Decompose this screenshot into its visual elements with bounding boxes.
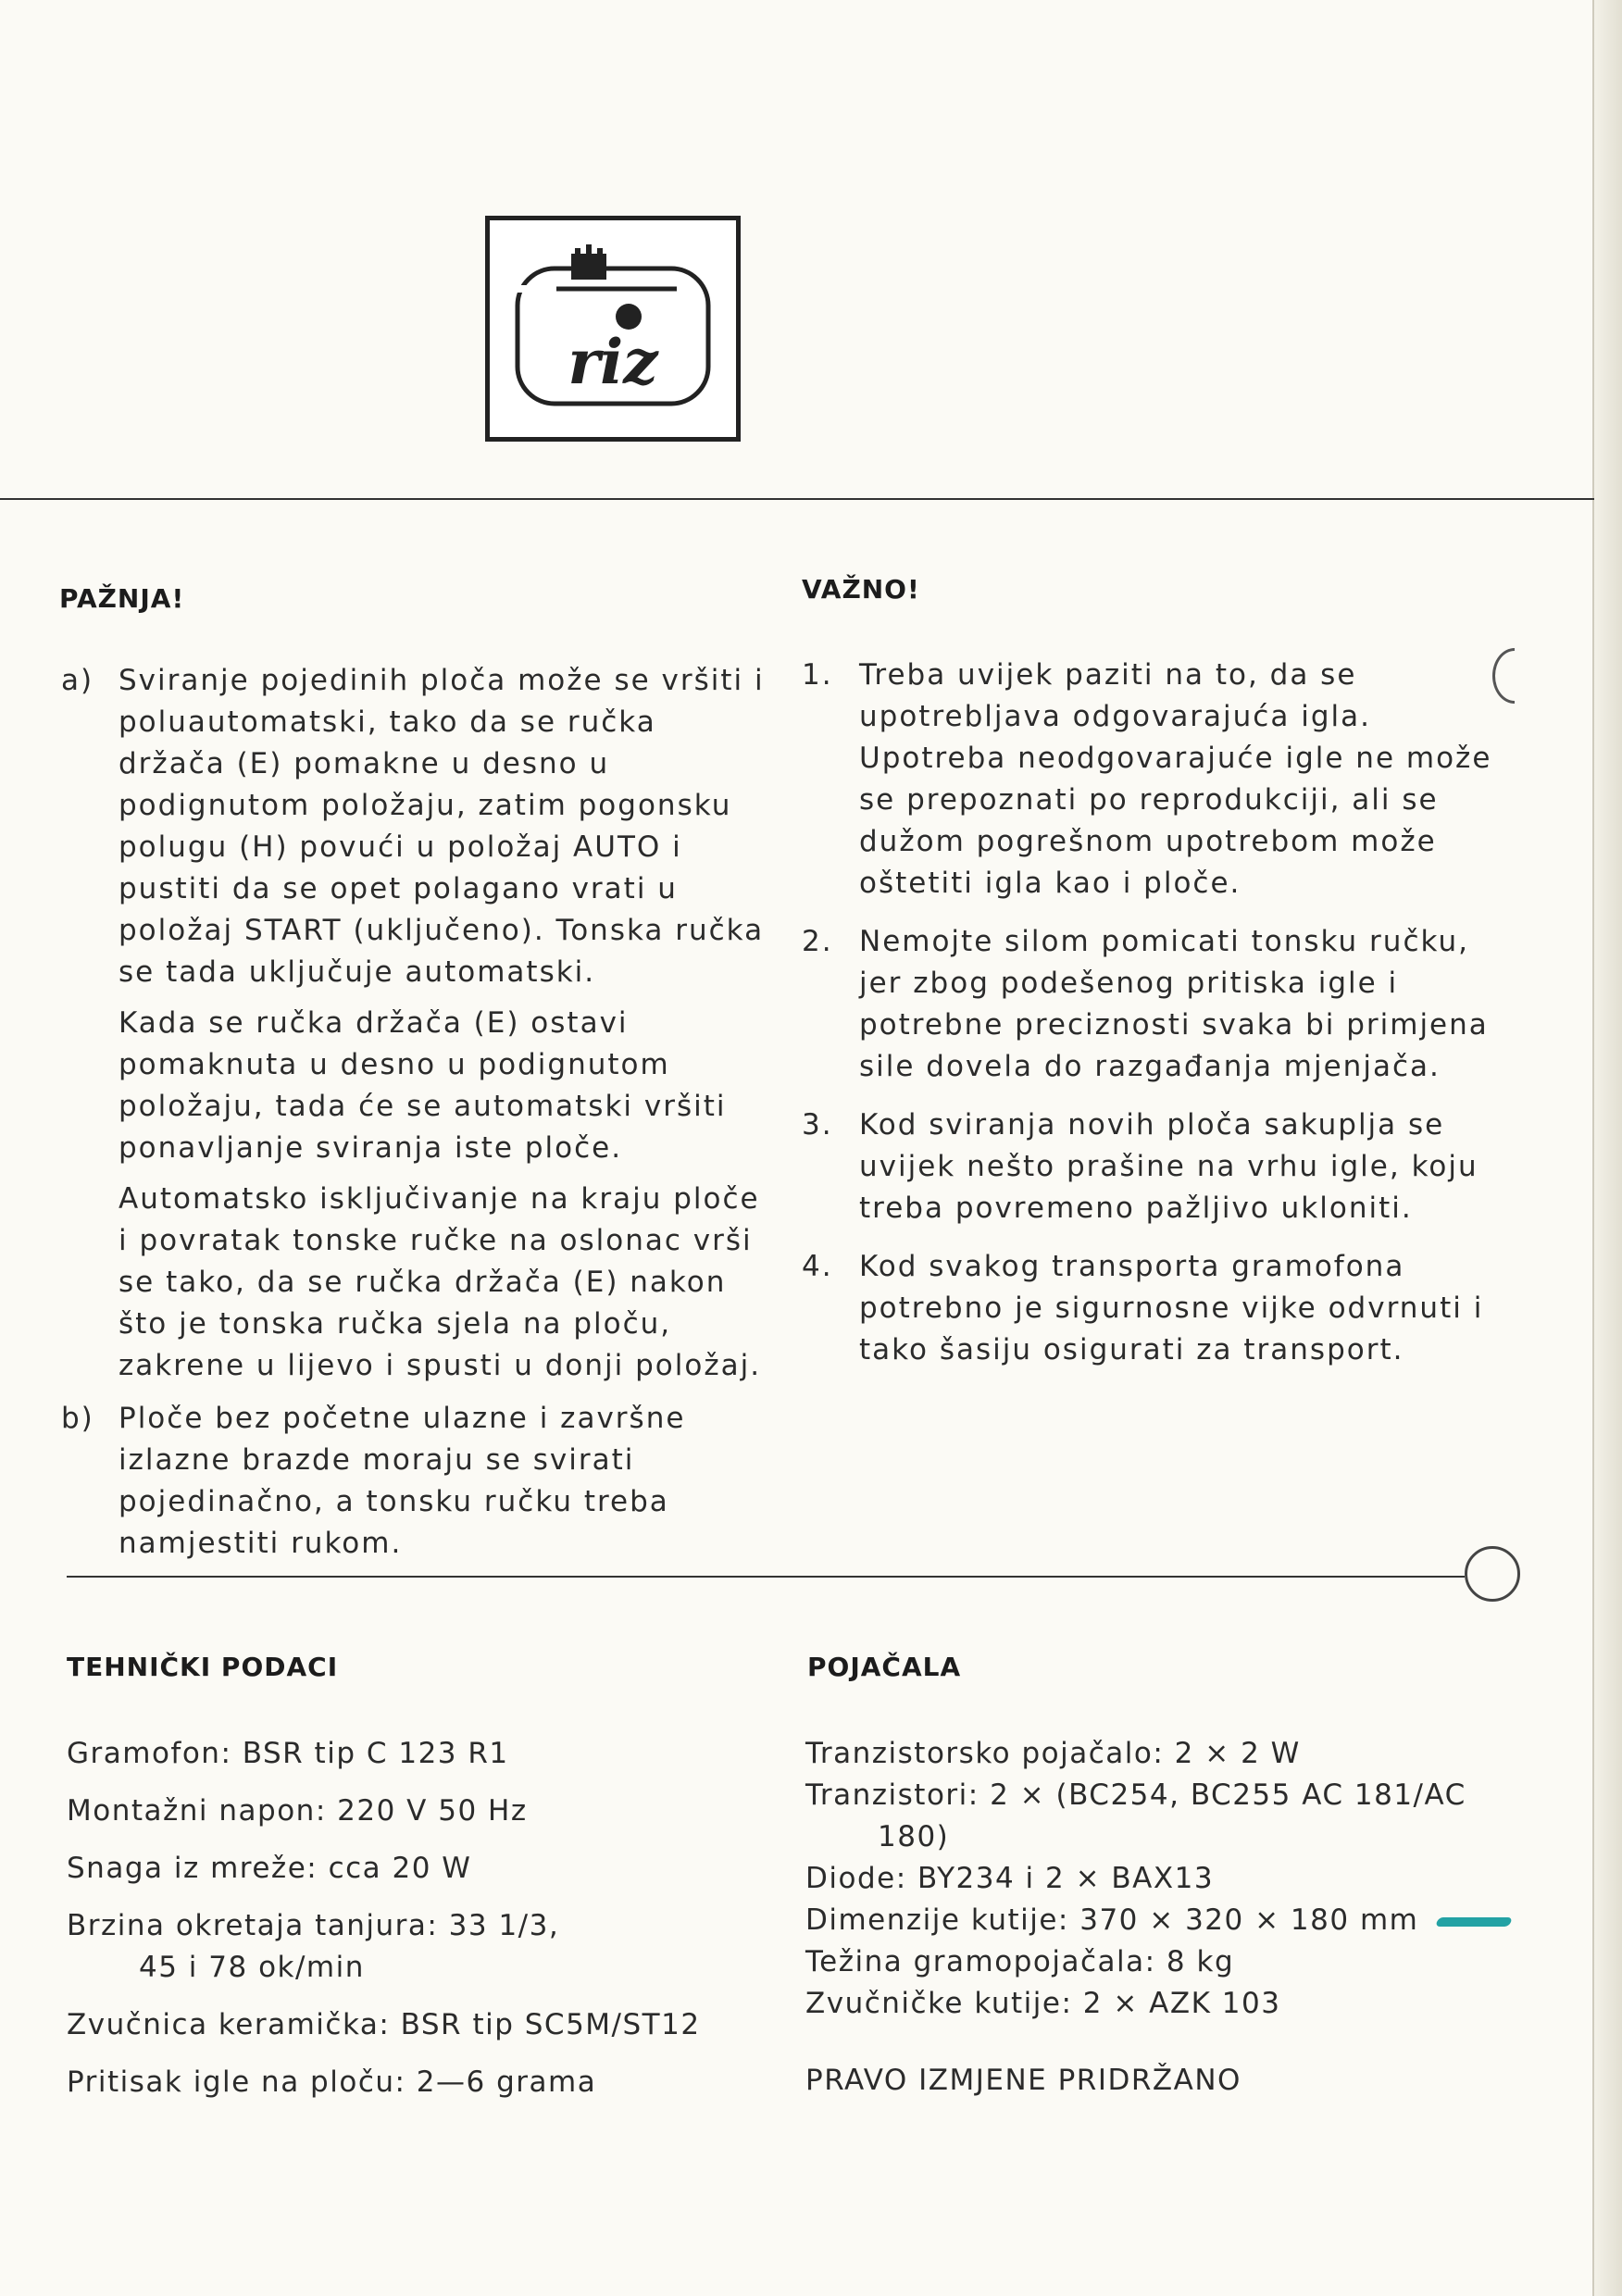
spec-line: Zvučničke kutije: 2 × AZK 103 — [805, 1987, 1281, 2020]
warning-paragraph: Kada se ručka držača (E) ostavi pomaknuta u desno u podignutom položaju, tada će se automatski vršiti ponavljanje sviranja iste ploče. — [119, 1006, 727, 1165]
spec-line: Pritisak igle na ploču: 2—6 grama — [67, 2065, 597, 2099]
spec-line — [805, 1775, 1546, 1858]
riz-logo — [485, 216, 741, 442]
top-divider — [0, 498, 1594, 500]
important-item — [802, 1104, 1505, 1229]
warning-paragraph: Automatsko isključivanje na kraju ploče i povratak tonske ručke na oslonac vrši se tako, da se ručka držača (E) nakon što je tonska ručka sjela na ploču, zakrene u lijevo i spusti u donji položaj. — [119, 1182, 762, 1382]
amplifiers-heading: POJAČALA — [807, 1652, 962, 1682]
middle-divider — [67, 1576, 1465, 1578]
important-item — [802, 1246, 1505, 1371]
important-section — [802, 655, 1505, 1371]
important-item — [802, 921, 1505, 1088]
important-text: Kod svakog transporta gramofona potrebno je sigurnosne vijke odvrnuti i tako šasiju osigurati za transport. — [859, 1250, 1484, 1366]
important-item — [802, 655, 1505, 905]
item-marker: b) — [61, 1402, 94, 1435]
spec-line: Zvučnica keramička: BSR tip SC5M/ST12 — [67, 2008, 701, 2041]
spec-line: Montažni napon: 220 V 50 Hz — [67, 1794, 528, 1828]
spec-line: Težina gramopojačala: 8 kg — [805, 1945, 1235, 1978]
amplifier-specs — [805, 1733, 1546, 2102]
item-marker: 4. — [802, 1250, 833, 1283]
warning-item-a — [61, 660, 765, 1387]
spec-text: Brzina okretaja tanjura: 33 1/3, — [67, 1909, 560, 1942]
item-marker: a) — [61, 664, 94, 697]
important-heading: VAŽNO! — [802, 574, 920, 605]
important-text: Kod sviranja novih ploča sakuplja se uvijek nešto prašine na vrhu igle, koju treba povremeno pažljivo ukloniti. — [859, 1108, 1479, 1225]
warning-section — [61, 660, 765, 1565]
svg-text:riz: riz — [568, 326, 658, 398]
warning-heading: PAŽNJA! — [59, 583, 185, 614]
item-marker: 1. — [802, 658, 833, 692]
spec-line: Dimenzije kutije: 370 × 320 × 180 mm — [805, 1903, 1419, 1937]
spec-text: Tranzistori: 2 × (BC254, BC255 AC 181/AC — [805, 1778, 1466, 1812]
spec-continuation: 45 i 78 ok/min — [139, 1951, 365, 1984]
item-marker: 3. — [802, 1108, 833, 1142]
riz-logo-graphic — [490, 220, 736, 437]
warning-paragraph: Sviranje pojedinih ploča može se vršiti i poluautomatski, tako da se ručka držača (E) pomakne u desno u podignutom položaju, zatim pogonsku polugu (H) povući u položaj AUTO i pustiti da se opet polagano vrati u položaj START (uključeno). Tonska ručka se tada uključuje automatski. — [119, 664, 765, 989]
spec-line: Gramofon: BSR tip C 123 R1 — [67, 1737, 509, 1770]
spec-continuation: 180) — [878, 1820, 950, 1853]
important-text: Treba uvijek paziti na to, da se upotrebljava odgovarajuća igla. Upotreba neodgovarajuće igle ne može se prepoznati po reprodukciji, ali se dužom pogrešnom upotrebom može oštetiti igla kao i ploče. — [859, 658, 1492, 900]
rights-notice: PRAVO IZMJENE PRIDRŽANO — [805, 2064, 1241, 2097]
page-edge — [1592, 0, 1622, 2296]
item-marker: 2. — [802, 925, 833, 958]
warning-paragraph: Ploče bez početne ulazne i završne izlazne brazde moraju se svirati pojedinačno, a tonsku ručku treba namjestiti rukom. — [119, 1402, 686, 1560]
spec-line: Snaga iz mreže: cca 20 W — [67, 1852, 472, 1885]
spec-line: Tranzistorsko pojačalo: 2 × 2 W — [805, 1737, 1301, 1770]
warning-item-b — [61, 1398, 765, 1565]
binder-ring — [1465, 1546, 1520, 1602]
technical-heading: TEHNIČKI PODACI — [67, 1652, 339, 1682]
important-text: Nemojte silom pomicati tonsku ručku, jer zbog podešenog pritiska igle i potrebne preciznosti svaka bi primjena sile dovela do razgađanja mjenjača. — [859, 925, 1489, 1083]
highlighter-mark — [1435, 1917, 1513, 1927]
technical-specs — [67, 1733, 733, 2119]
spec-line — [67, 1905, 733, 1989]
spec-line: Diode: BY234 i 2 × BAX13 — [805, 1862, 1215, 1895]
